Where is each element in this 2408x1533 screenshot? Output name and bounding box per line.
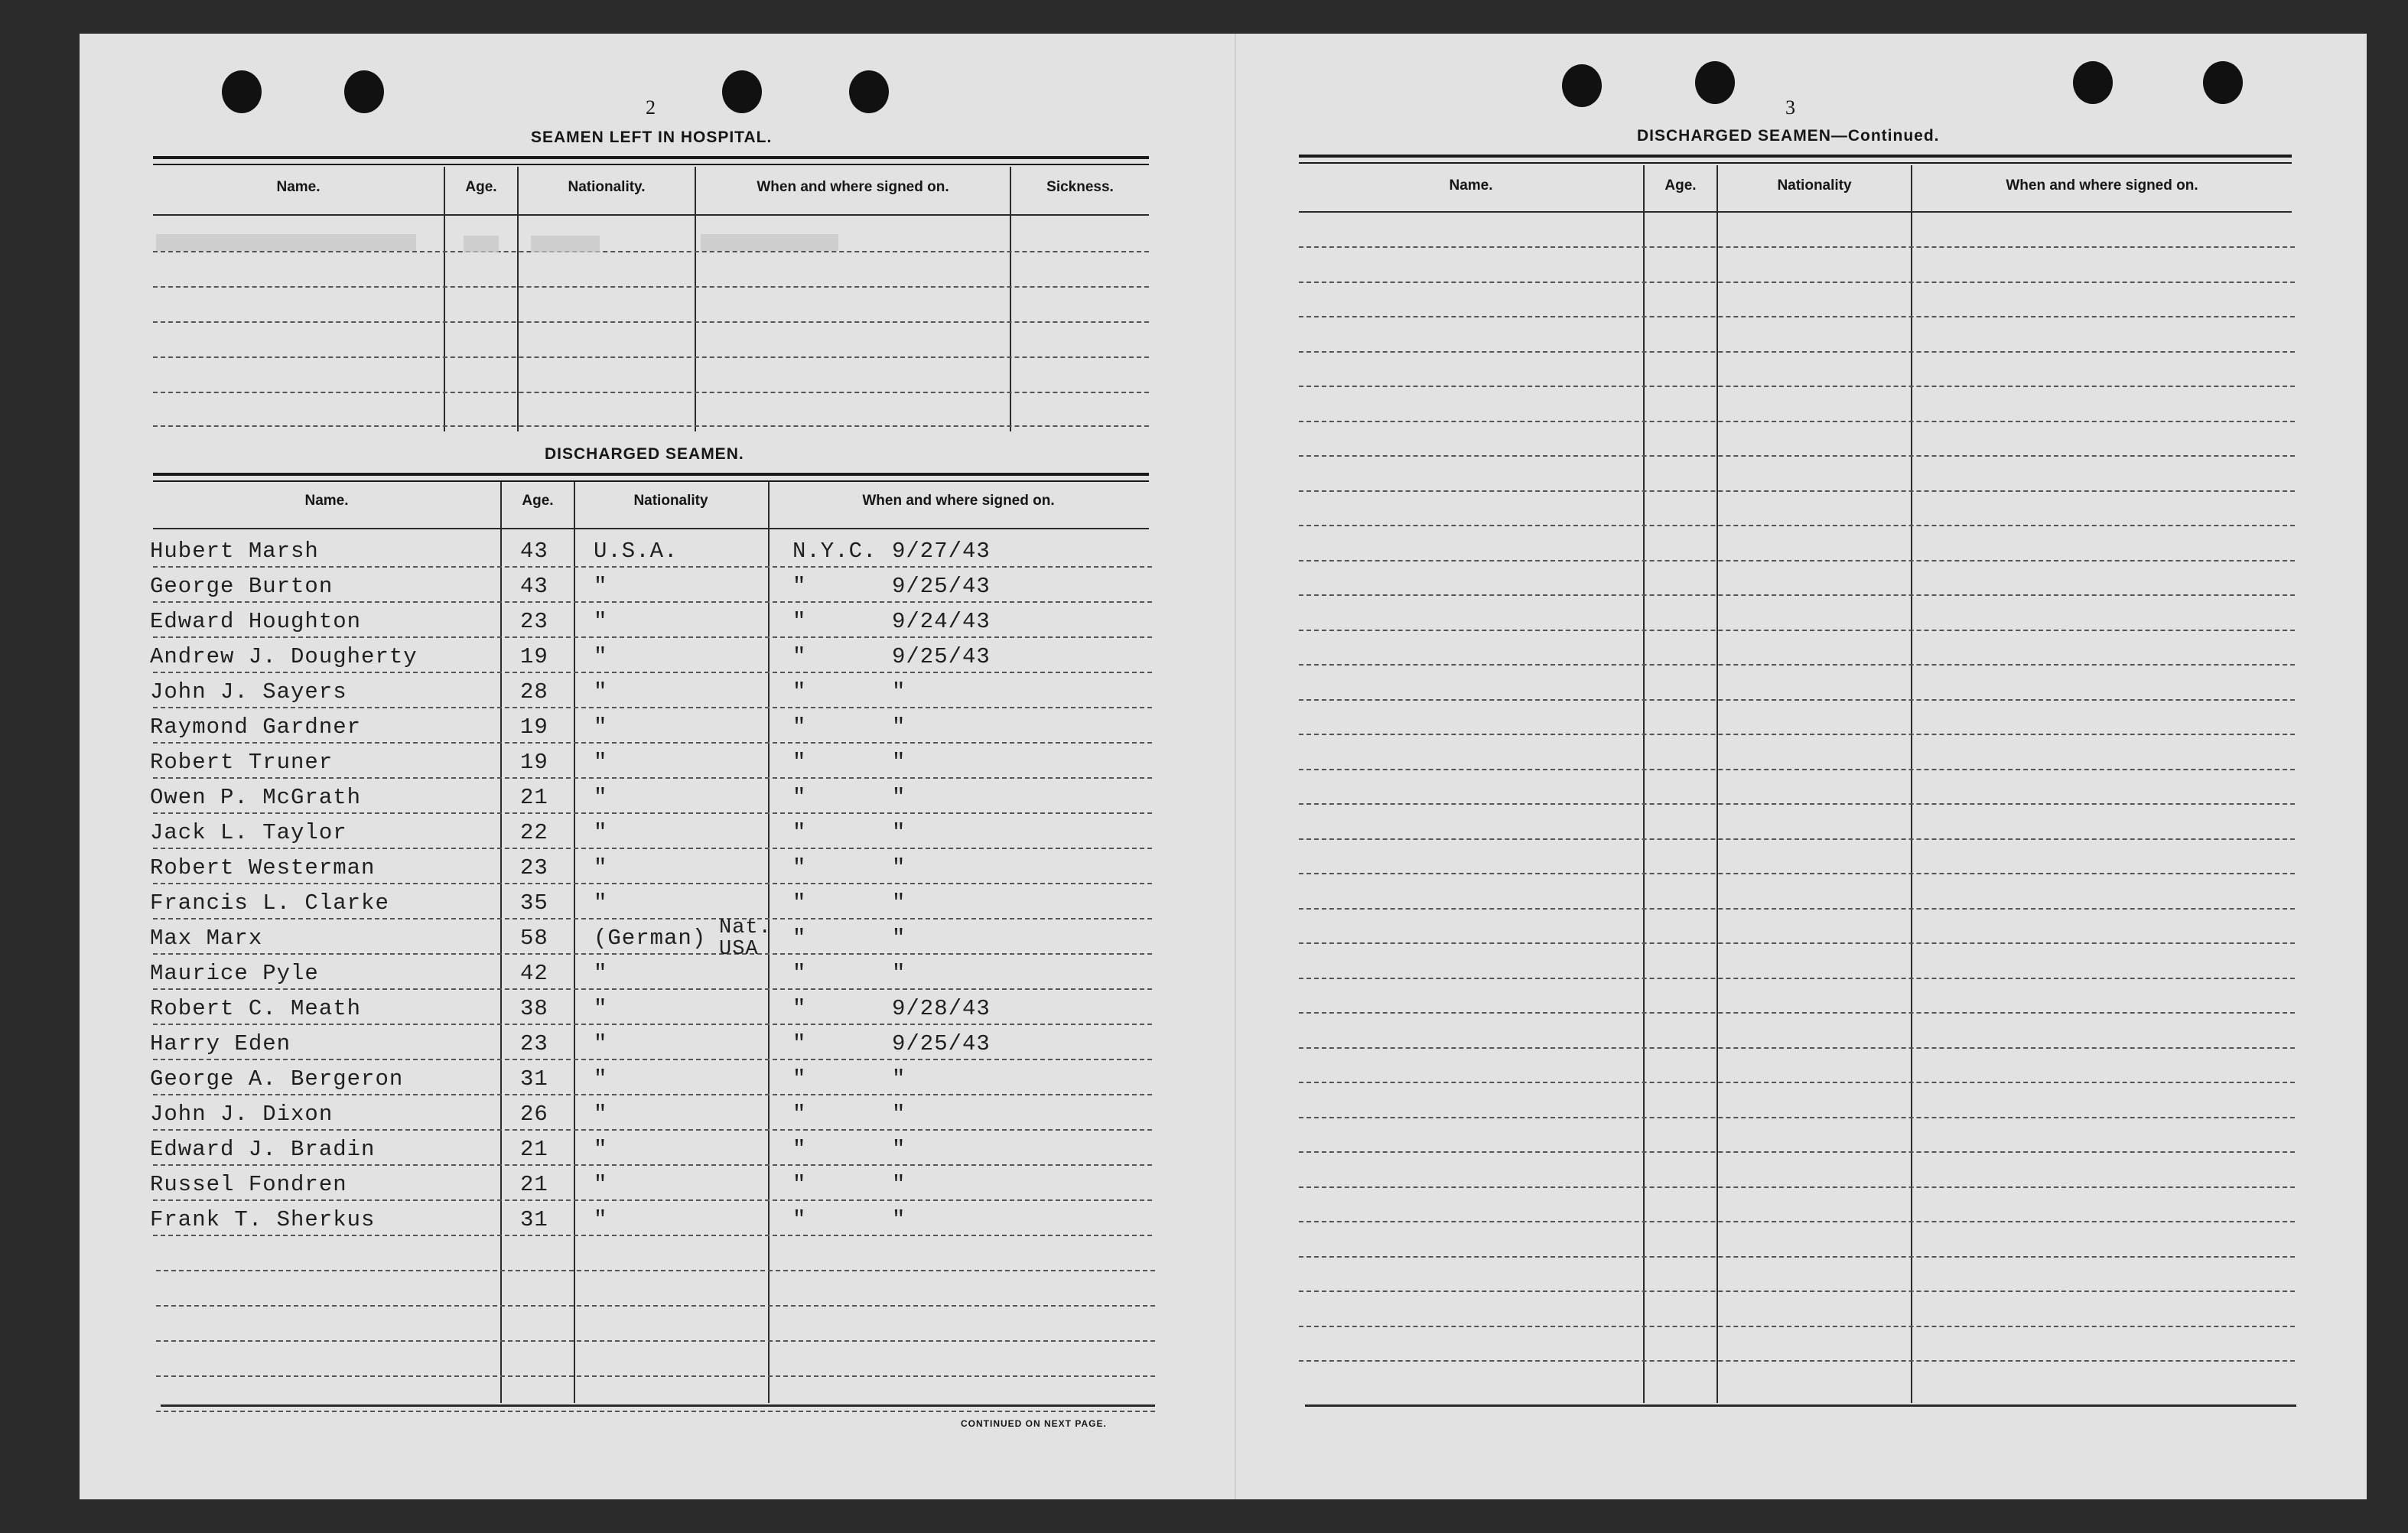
discharged-age-cell: 42	[520, 961, 548, 986]
dotted-rule	[1299, 803, 2295, 805]
discharged-age-cell: 23	[520, 1031, 548, 1056]
hospital-col-sickness: Sickness.	[1046, 179, 1114, 195]
discharged-place-cell: "	[792, 926, 807, 951]
dotted-rule	[1299, 316, 2295, 317]
discharged-age-cell: 43	[520, 539, 548, 564]
punch-hole	[849, 70, 889, 113]
dotted-rule	[1299, 1221, 2295, 1222]
discharged-age-cell: 19	[520, 750, 548, 775]
dotted-rule	[153, 636, 1152, 638]
discharged-date-cell: "	[892, 926, 906, 951]
hospital-col-signed-on: When and where signed on.	[757, 179, 949, 195]
rule	[153, 156, 1149, 159]
discharged-nationality-cell: "	[594, 1102, 608, 1127]
discharged-place-cell: "	[792, 1102, 807, 1127]
dotted-rule	[156, 1411, 1155, 1412]
hospital-col-age: Age.	[465, 179, 497, 195]
dotted-rule	[1299, 1151, 2295, 1153]
discharged-nationality-cell: "	[594, 1137, 608, 1162]
dotted-rule	[1299, 769, 2295, 770]
dotted-rule	[153, 1164, 1152, 1166]
discharged-age-cell: 35	[520, 890, 548, 916]
discharged-date-cell: "	[892, 1207, 906, 1232]
dotted-rule	[153, 601, 1152, 603]
discharged-place-cell: "	[792, 679, 807, 705]
discharged-name-cell: Frank T. Sherkus	[150, 1207, 376, 1232]
dotted-rule	[153, 812, 1152, 814]
discharged-name-cell: Robert Truner	[150, 750, 334, 775]
discharged-nationality-cell: "	[594, 1031, 608, 1056]
discharged-age-cell: 58	[520, 926, 548, 951]
discharged-place-cell: "	[792, 890, 807, 916]
discharged-place-cell: "	[792, 820, 807, 845]
col-divider	[500, 482, 502, 1403]
dotted-rule	[153, 251, 1149, 252]
discharged-date-cell: 9/25/43	[892, 644, 991, 669]
discharged-place-cell: "	[792, 1172, 807, 1197]
hospital-col-nationality: Nationality.	[568, 179, 646, 195]
discharged-place-cell: "	[792, 1031, 807, 1056]
dotted-rule	[1299, 630, 2295, 631]
discharged-place-cell: "	[792, 785, 807, 810]
discharged-age-cell: 19	[520, 644, 548, 669]
discharged-age-cell: 21	[520, 785, 548, 810]
nationality-note: USA	[719, 938, 759, 961]
discharged-nationality-cell: "	[594, 644, 608, 669]
dotted-rule	[1299, 490, 2295, 492]
discharged-name-cell: Francis L. Clarke	[150, 890, 389, 916]
dotted-rule	[153, 1129, 1152, 1131]
dotted-rule	[1299, 1082, 2295, 1083]
discharged-date-cell: 9/28/43	[892, 996, 991, 1021]
discharged-col-name: Name.	[304, 493, 349, 509]
erased-entry	[464, 236, 499, 252]
dotted-rule	[153, 286, 1149, 288]
discharged-date-cell: "	[892, 890, 906, 916]
right-col-signed-on: When and where signed on.	[2006, 177, 2198, 194]
discharged-name-cell: Russel Fondren	[150, 1172, 347, 1197]
dotted-rule	[1299, 1186, 2295, 1188]
discharged-place-cell: "	[792, 644, 807, 669]
discharged-place-cell: "	[792, 574, 807, 599]
dotted-rule	[1299, 942, 2295, 944]
dotted-rule	[1299, 664, 2295, 666]
dotted-rule	[153, 1199, 1152, 1201]
discharged-age-cell: 22	[520, 820, 548, 845]
discharged-name-cell: Max Marx	[150, 926, 263, 951]
dotted-rule	[1299, 1117, 2295, 1118]
dotted-rule	[153, 392, 1149, 393]
dotted-rule	[156, 1270, 1155, 1271]
dotted-rule	[1299, 838, 2295, 840]
discharged-date-cell: "	[892, 750, 906, 775]
hospital-col-name: Name.	[276, 179, 321, 195]
dotted-rule	[153, 883, 1152, 884]
rule	[153, 480, 1149, 482]
dotted-rule	[1299, 455, 2295, 457]
punch-hole	[1562, 64, 1602, 107]
erased-entry	[701, 234, 838, 251]
discharged-date-cell: 9/27/43	[892, 539, 991, 564]
dotted-rule	[153, 1059, 1152, 1060]
discharged-name-cell: George Burton	[150, 574, 334, 599]
hospital-heading: SEAMEN LEFT IN HOSPITAL.	[531, 129, 773, 146]
dotted-rule	[153, 356, 1149, 358]
nationality-note: Nat.	[719, 916, 772, 939]
punch-hole	[344, 70, 384, 113]
dotted-rule	[153, 1094, 1152, 1095]
rule	[153, 528, 1149, 529]
dotted-rule	[153, 988, 1152, 990]
discharged-place-cell: "	[792, 996, 807, 1021]
discharged-age-cell: 19	[520, 714, 548, 740]
discharged-nationality-cell: "	[594, 679, 608, 705]
page-number: 3	[1785, 96, 1795, 119]
punch-hole	[2203, 61, 2243, 104]
discharged-age-cell: 43	[520, 574, 548, 599]
discharged-place-cell: "	[792, 609, 807, 634]
discharged-name-cell: Edward Houghton	[150, 609, 362, 634]
dotted-rule	[153, 707, 1152, 708]
discharged-age-cell: 28	[520, 679, 548, 705]
discharged-date-cell: "	[892, 1066, 906, 1092]
discharged-col-signed-on: When and where signed on.	[862, 493, 1055, 509]
punch-hole	[222, 70, 262, 113]
dotted-rule	[153, 742, 1152, 744]
discharged-name-cell: Robert Westerman	[150, 855, 376, 880]
page-number: 2	[646, 96, 656, 119]
dotted-rule	[1299, 421, 2295, 422]
dotted-rule	[1299, 699, 2295, 701]
discharged-date-cell: "	[892, 1172, 906, 1197]
discharged-name-cell: John J. Sayers	[150, 679, 347, 705]
rule	[153, 164, 1149, 165]
dotted-rule	[153, 777, 1152, 779]
discharged-name-cell: Harry Eden	[150, 1031, 291, 1056]
discharged-nationality-cell: "	[594, 574, 608, 599]
discharged-nationality-cell: "	[594, 961, 608, 986]
discharged-name-cell: Jack L. Taylor	[150, 820, 347, 845]
discharged-heading: DISCHARGED SEAMEN.	[545, 445, 744, 463]
discharged-date-cell: "	[892, 1102, 906, 1127]
rule	[1299, 211, 2292, 213]
discharged-date-cell: 9/25/43	[892, 1031, 991, 1056]
col-divider	[574, 482, 575, 1403]
discharged-nationality-cell: "	[594, 609, 608, 634]
dotted-rule	[1299, 282, 2295, 283]
discharged-col-age: Age.	[522, 493, 554, 509]
dotted-rule	[153, 1024, 1152, 1025]
erased-entry	[156, 234, 416, 251]
continued-footer: CONTINUED ON NEXT PAGE.	[961, 1418, 1107, 1429]
discharged-nationality-cell: U.S.A.	[594, 539, 678, 564]
dotted-rule	[1299, 1291, 2295, 1292]
discharged-date-cell: "	[892, 714, 906, 740]
discharged-nationality-cell: "	[594, 785, 608, 810]
dotted-rule	[1299, 908, 2295, 910]
discharged-name-cell: Andrew J. Dougherty	[150, 644, 418, 669]
discharged-nationality-cell: "	[594, 820, 608, 845]
discharged-place-cell: N.Y.C.	[792, 539, 877, 564]
right-col-nationality: Nationality	[1777, 177, 1852, 194]
col-divider	[768, 482, 770, 1403]
dotted-rule	[153, 321, 1149, 323]
discharged-nationality-cell: "	[594, 1207, 608, 1232]
discharged-place-cell: "	[792, 1066, 807, 1092]
discharged-name-cell: Maurice Pyle	[150, 961, 319, 986]
rule	[1299, 155, 2292, 158]
discharged-nationality-cell: "	[594, 714, 608, 740]
dotted-rule	[1299, 1047, 2295, 1049]
discharged-date-cell: "	[892, 1137, 906, 1162]
dotted-rule	[153, 672, 1152, 673]
discharged-place-cell: "	[792, 961, 807, 986]
rule	[161, 1404, 1155, 1407]
dotted-rule	[1299, 1360, 2295, 1362]
punch-hole	[1695, 61, 1735, 104]
discharged-name-cell: John J. Dixon	[150, 1102, 334, 1127]
discharged-nationality-cell: "	[594, 855, 608, 880]
discharged-col-nationality: Nationality	[633, 493, 708, 509]
dotted-rule	[1299, 1012, 2295, 1014]
discharged-name-cell: George A. Bergeron	[150, 1066, 404, 1092]
discharged-age-cell: 31	[520, 1066, 548, 1092]
dotted-rule	[156, 1340, 1155, 1342]
discharged-age-cell: 21	[520, 1137, 548, 1162]
discharged-date-cell: "	[892, 679, 906, 705]
rule	[1305, 1404, 2296, 1407]
discharged-nationality-cell: "	[594, 1172, 608, 1197]
dotted-rule	[1299, 1256, 2295, 1258]
rule	[1299, 162, 2292, 164]
dotted-rule	[1299, 978, 2295, 979]
discharged-age-cell: 38	[520, 996, 548, 1021]
discharged-place-cell: "	[792, 1207, 807, 1232]
dotted-rule	[153, 953, 1152, 955]
discharged-nationality-cell: "	[594, 1066, 608, 1092]
discharged-date-cell: 9/24/43	[892, 609, 991, 634]
dotted-rule	[153, 566, 1152, 568]
discharged-age-cell: 26	[520, 1102, 548, 1127]
page-fold	[1235, 34, 1236, 1499]
right-heading: DISCHARGED SEAMEN—Continued.	[1637, 127, 1940, 145]
dotted-rule	[1299, 1326, 2295, 1327]
dotted-rule	[1299, 594, 2295, 596]
dotted-rule	[153, 1235, 1152, 1236]
discharged-age-cell: 31	[520, 1207, 548, 1232]
discharged-name-cell: Raymond Gardner	[150, 714, 362, 740]
dotted-rule	[1299, 351, 2295, 353]
rule	[153, 473, 1149, 476]
right-col-age: Age.	[1664, 177, 1697, 194]
discharged-age-cell: 23	[520, 609, 548, 634]
discharged-age-cell: 21	[520, 1172, 548, 1197]
discharged-name-cell: Robert C. Meath	[150, 996, 362, 1021]
dotted-rule	[1299, 246, 2295, 248]
dotted-rule	[1299, 386, 2295, 387]
discharged-date-cell: "	[892, 820, 906, 845]
discharged-date-cell: "	[892, 785, 906, 810]
discharged-place-cell: "	[792, 714, 807, 740]
rule	[153, 214, 1149, 216]
dotted-rule	[1299, 734, 2295, 735]
discharged-age-cell: 23	[520, 855, 548, 880]
dotted-rule	[153, 425, 1149, 427]
dotted-rule	[153, 848, 1152, 849]
erased-entry	[531, 236, 600, 252]
discharged-place-cell: "	[792, 1137, 807, 1162]
dotted-rule	[1299, 873, 2295, 874]
punch-hole	[722, 70, 762, 113]
dotted-rule	[153, 918, 1152, 919]
punch-hole	[2073, 61, 2113, 104]
discharged-nationality-cell: "	[594, 890, 608, 916]
discharged-nationality-cell: (German)	[594, 926, 707, 951]
discharged-date-cell: 9/25/43	[892, 574, 991, 599]
form-sheet	[80, 34, 2367, 1499]
discharged-place-cell: "	[792, 855, 807, 880]
discharged-name-cell: Owen P. McGrath	[150, 785, 362, 810]
discharged-name-cell: Hubert Marsh	[150, 539, 319, 564]
dotted-rule	[156, 1375, 1155, 1377]
discharged-date-cell: "	[892, 855, 906, 880]
discharged-date-cell: "	[892, 961, 906, 986]
discharged-nationality-cell: "	[594, 750, 608, 775]
dotted-rule	[1299, 560, 2295, 561]
dotted-rule	[156, 1305, 1155, 1307]
discharged-place-cell: "	[792, 750, 807, 775]
discharged-nationality-cell: "	[594, 996, 608, 1021]
right-col-name: Name.	[1449, 177, 1493, 194]
dotted-rule	[1299, 525, 2295, 526]
discharged-name-cell: Edward J. Bradin	[150, 1137, 376, 1162]
